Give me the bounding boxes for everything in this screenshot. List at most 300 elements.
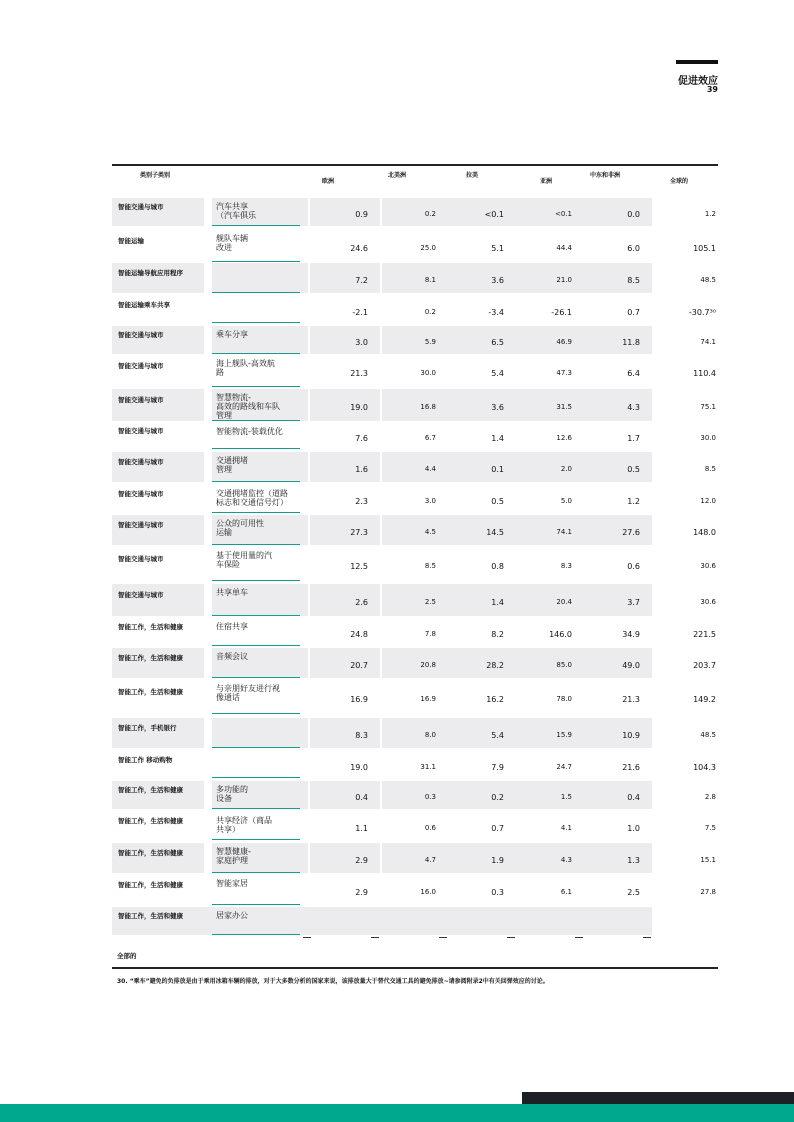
row-value: 2.9 bbox=[355, 856, 368, 865]
cell-shade bbox=[450, 781, 518, 809]
table-bottom-rule bbox=[112, 967, 718, 969]
row-value: 12.5 bbox=[350, 562, 368, 571]
cell-shade bbox=[518, 389, 586, 421]
row-subcategory: 与亲朋好友进行视 像通话 bbox=[216, 684, 280, 702]
cell-shade bbox=[382, 198, 450, 226]
cell-shade bbox=[518, 843, 586, 873]
cell-shade bbox=[518, 515, 586, 545]
row-value: 8.1 bbox=[424, 276, 436, 284]
row-value: 6.7 bbox=[424, 434, 436, 442]
cell-shade bbox=[450, 389, 518, 421]
row-value: 3.6 bbox=[491, 403, 504, 412]
cell-shade bbox=[382, 584, 450, 616]
row-value: 104.3 bbox=[693, 763, 716, 772]
row-value: 46.9 bbox=[556, 338, 572, 346]
row-value: 25.0 bbox=[420, 244, 436, 252]
row-category: 智能工作，生活和健康 bbox=[118, 623, 183, 631]
row-value: 0.7 bbox=[627, 308, 640, 317]
row-value: 3.0 bbox=[424, 497, 436, 505]
column-header-north-america: 北美洲 bbox=[388, 172, 407, 179]
row-value: -30.7³⁰ bbox=[688, 308, 716, 317]
row-category: 智能工作，生活和健康 bbox=[118, 912, 183, 920]
row-value: 110.4 bbox=[693, 369, 716, 378]
row-value: 7.8 bbox=[424, 630, 436, 638]
row-value: 8.0 bbox=[424, 731, 436, 739]
row-value: 0.4 bbox=[355, 793, 368, 802]
cell-shade bbox=[310, 198, 380, 226]
row-category: 智能交通与城市 bbox=[118, 331, 164, 339]
row-value: 0.5 bbox=[627, 465, 640, 474]
cell-shade bbox=[518, 198, 586, 226]
row-value: 20.8 bbox=[420, 661, 436, 669]
row-underline bbox=[212, 747, 300, 748]
row-value: 0.8 bbox=[491, 562, 504, 571]
row-value: -2.1 bbox=[352, 308, 368, 317]
cell-shade bbox=[310, 718, 380, 748]
cell-shade bbox=[212, 263, 308, 293]
row-subcategory: 智能物流-装载优化 bbox=[216, 427, 283, 436]
row-subcategory: 交通拥堵监控（道路 标志和交通信号灯） bbox=[216, 489, 288, 507]
row-value: 3.7 bbox=[627, 598, 640, 607]
cell-shade bbox=[586, 718, 652, 748]
cell-shade bbox=[112, 907, 652, 935]
row-underline bbox=[212, 872, 300, 873]
row-category: 智能工作，生活和健康 bbox=[118, 786, 183, 794]
row-value: <0.1 bbox=[555, 210, 572, 218]
row-value: 0.5 bbox=[491, 497, 504, 506]
row-category: 智能交通与城市 bbox=[118, 458, 164, 466]
row-value: 5.4 bbox=[491, 731, 504, 740]
header-rule bbox=[676, 60, 718, 64]
row-value: 85.0 bbox=[556, 661, 572, 669]
table-row bbox=[112, 355, 718, 387]
cell-shade bbox=[518, 326, 586, 354]
table-row bbox=[112, 547, 718, 581]
row-category: 智能工作，生活和健康 bbox=[118, 881, 183, 889]
row-value: 1.7 bbox=[627, 434, 640, 443]
row-subcategory: 住宿共享 bbox=[216, 622, 248, 631]
row-value: 78.0 bbox=[556, 695, 572, 703]
cell-shade bbox=[518, 263, 586, 293]
row-subcategory: 海上舰队-高效航 路 bbox=[216, 359, 275, 377]
row-subcategory: 汽车共享 （汽车俱乐 bbox=[216, 202, 256, 220]
row-value: 7.5 bbox=[704, 824, 716, 832]
row-value: 0.2 bbox=[491, 793, 504, 802]
row-value: 3.6 bbox=[491, 276, 504, 285]
row-value: 1.9 bbox=[491, 856, 504, 865]
cell-shade bbox=[450, 843, 518, 873]
row-value: 6.0 bbox=[627, 244, 640, 253]
row-value: 30.0 bbox=[420, 369, 436, 377]
page-number: 39 bbox=[706, 85, 718, 94]
dash bbox=[643, 937, 651, 938]
row-value: 2.8 bbox=[704, 793, 716, 801]
row-value: 20.7 bbox=[350, 661, 368, 670]
row-value: 74.1 bbox=[700, 338, 716, 346]
row-category: 智能工作，生活和健康 bbox=[118, 688, 183, 696]
row-value: 8.5 bbox=[627, 276, 640, 285]
table-row bbox=[112, 752, 718, 778]
cell-shade bbox=[310, 515, 380, 545]
row-underline bbox=[212, 777, 300, 778]
row-value: 1.4 bbox=[491, 598, 504, 607]
row-underline bbox=[212, 512, 300, 513]
row-subcategory: 智慧健康- 家庭护理 bbox=[216, 847, 251, 865]
row-underline bbox=[212, 481, 300, 482]
row-value: 31.1 bbox=[420, 763, 436, 771]
row-category: 智能工作 移动购物 bbox=[118, 756, 173, 764]
page-section-title: 促进效应 bbox=[678, 76, 718, 87]
row-value: 8.3 bbox=[560, 562, 572, 570]
table-row bbox=[112, 452, 718, 482]
row-value: 0.0 bbox=[627, 210, 640, 219]
row-underline bbox=[212, 645, 300, 646]
row-underline bbox=[212, 544, 300, 545]
row-underline bbox=[212, 904, 300, 905]
row-value: 1.1 bbox=[355, 824, 368, 833]
row-value: 27.8 bbox=[700, 888, 716, 896]
row-value: 30.0 bbox=[700, 434, 716, 442]
dash bbox=[439, 937, 447, 938]
row-value: 21.6 bbox=[622, 763, 640, 772]
row-value: 30.6 bbox=[700, 598, 716, 606]
row-subcategory: 乘车分享 bbox=[216, 330, 248, 339]
row-value: -26.1 bbox=[551, 308, 572, 317]
row-subcategory: 共享单车 bbox=[216, 588, 248, 597]
row-value: 0.6 bbox=[627, 562, 640, 571]
row-underline bbox=[212, 261, 300, 262]
cell-shade bbox=[112, 389, 204, 421]
row-underline bbox=[212, 322, 300, 323]
cell-shade bbox=[586, 326, 652, 354]
table-row bbox=[112, 389, 718, 421]
row-value: 0.6 bbox=[424, 824, 436, 832]
row-underline bbox=[212, 420, 300, 421]
row-value: 4.3 bbox=[627, 403, 640, 412]
row-value: 75.1 bbox=[700, 403, 716, 411]
row-category: 智能交通与城市 bbox=[118, 490, 164, 498]
cell-shade bbox=[382, 326, 450, 354]
cell-shade bbox=[518, 584, 586, 616]
table-row bbox=[112, 812, 718, 840]
cell-shade bbox=[518, 781, 586, 809]
cell-shade bbox=[310, 452, 380, 482]
row-value: 6.5 bbox=[491, 338, 504, 347]
row-underline bbox=[212, 808, 300, 809]
cell-shade bbox=[382, 263, 450, 293]
row-value: 31.5 bbox=[556, 403, 572, 411]
row-value: 7.9 bbox=[491, 763, 504, 772]
total-label: 全部的 bbox=[117, 952, 137, 960]
row-underline bbox=[212, 353, 300, 354]
row-category: 智能运输 bbox=[118, 237, 144, 245]
row-value: 30.6 bbox=[700, 562, 716, 570]
cell-shade bbox=[518, 718, 586, 748]
row-value: 1.2 bbox=[704, 210, 716, 218]
table-row bbox=[112, 263, 718, 293]
row-value: 27.3 bbox=[350, 528, 368, 537]
row-value: 2.5 bbox=[424, 598, 436, 606]
row-value: 0.1 bbox=[491, 465, 504, 474]
row-value: 1.5 bbox=[560, 793, 572, 801]
row-value: 34.9 bbox=[622, 630, 640, 639]
row-value: 0.3 bbox=[491, 888, 504, 897]
cell-shade bbox=[450, 452, 518, 482]
row-value: 0.4 bbox=[627, 793, 640, 802]
row-value: 6.4 bbox=[627, 369, 640, 378]
row-value: 21.3 bbox=[622, 695, 640, 704]
table-row bbox=[112, 648, 718, 678]
table-row bbox=[112, 230, 718, 262]
row-value: 1.2 bbox=[627, 497, 640, 506]
row-value: 203.7 bbox=[693, 661, 716, 670]
row-value: 4.7 bbox=[424, 856, 436, 864]
table-row bbox=[112, 618, 718, 646]
row-value: 148.0 bbox=[693, 528, 716, 537]
row-value: 16.9 bbox=[420, 695, 436, 703]
row-value: 8.5 bbox=[424, 562, 436, 570]
row-value: 47.3 bbox=[556, 369, 572, 377]
row-value: 24.6 bbox=[350, 244, 368, 253]
row-value: 48.5 bbox=[700, 276, 716, 284]
row-underline bbox=[212, 713, 300, 714]
row-subcategory: 多功能的 设备 bbox=[216, 785, 248, 803]
row-value: 1.4 bbox=[491, 434, 504, 443]
table-row bbox=[112, 875, 718, 905]
row-value: 1.0 bbox=[627, 824, 640, 833]
cell-shade bbox=[382, 843, 450, 873]
row-value: 49.0 bbox=[622, 661, 640, 670]
table-row bbox=[112, 680, 718, 714]
row-value: 8.2 bbox=[491, 630, 504, 639]
row-value: 74.1 bbox=[556, 528, 572, 536]
dash bbox=[371, 937, 379, 938]
cell-shade bbox=[450, 648, 518, 678]
column-header-mea: 中东和非洲 bbox=[590, 172, 621, 179]
row-value: 4.4 bbox=[424, 465, 436, 473]
footnote: 30. “乘车”避免的负排放是由于乘用冰箱车辆的排放，对于大多数分析的国家来说，该排放量大于替代交通工具的避免排放~请参阅附录2中有关回弹效应的讨论。 bbox=[117, 978, 549, 985]
row-value: 28.2 bbox=[486, 661, 504, 670]
column-header-category: 类别子类别 bbox=[140, 172, 171, 179]
row-category: 智能工作，生活和健康 bbox=[118, 849, 183, 857]
row-value: 5.1 bbox=[491, 244, 504, 253]
row-underline bbox=[212, 448, 300, 449]
row-category: 智能交通与城市 bbox=[118, 203, 164, 211]
row-value: 2.3 bbox=[355, 497, 368, 506]
row-value: <0.1 bbox=[484, 210, 504, 219]
cell-shade bbox=[586, 584, 652, 616]
cell-shade bbox=[382, 515, 450, 545]
row-category: 智能交通与城市 bbox=[118, 555, 164, 563]
row-category: 智能工作，生活和健康 bbox=[118, 817, 183, 825]
table-row bbox=[112, 584, 718, 616]
row-category: 智能交通与城市 bbox=[118, 427, 164, 435]
row-value: 15.1 bbox=[700, 856, 716, 864]
row-value: 10.9 bbox=[622, 731, 640, 740]
row-value: 16.2 bbox=[486, 695, 504, 704]
row-value: 16.9 bbox=[350, 695, 368, 704]
row-value: 2.0 bbox=[560, 465, 572, 473]
row-underline bbox=[212, 677, 300, 678]
column-header-global: 全球的 bbox=[670, 178, 689, 185]
row-value: 0.9 bbox=[355, 210, 368, 219]
row-value: 6.1 bbox=[560, 888, 572, 896]
cell-shade bbox=[586, 389, 652, 421]
footer-dark-bar bbox=[522, 1092, 794, 1104]
row-value: 21.0 bbox=[556, 276, 572, 284]
row-subcategory: 交通拥堵 管理 bbox=[216, 456, 248, 474]
dash bbox=[507, 937, 515, 938]
cell-shade bbox=[310, 781, 380, 809]
footer-teal-bar bbox=[0, 1104, 794, 1122]
row-underline bbox=[212, 386, 300, 387]
table-row bbox=[112, 907, 718, 935]
cell-shade bbox=[310, 584, 380, 616]
row-category: 智能工作，生活和健康 bbox=[118, 654, 183, 662]
cell-shade bbox=[586, 648, 652, 678]
table-row bbox=[112, 781, 718, 809]
table-top-rule bbox=[112, 164, 718, 166]
row-underline bbox=[212, 839, 300, 840]
cell-shade bbox=[382, 389, 450, 421]
row-value: 2.6 bbox=[355, 598, 368, 607]
cell-shade bbox=[310, 389, 380, 421]
row-subcategory: 基于使用量的汽 车保险 bbox=[216, 551, 272, 569]
row-underline bbox=[212, 580, 300, 581]
row-value: 0.7 bbox=[491, 824, 504, 833]
row-value: 24.7 bbox=[556, 763, 572, 771]
row-value: 1.3 bbox=[627, 856, 640, 865]
row-value: 14.5 bbox=[486, 528, 504, 537]
row-value: 8.3 bbox=[355, 731, 368, 740]
cell-shade bbox=[310, 843, 380, 873]
row-value: 105.1 bbox=[693, 244, 716, 253]
row-value: 44.4 bbox=[556, 244, 572, 252]
row-value: 24.8 bbox=[350, 630, 368, 639]
row-category: 智能交通与城市 bbox=[118, 591, 164, 599]
row-subcategory: 音频会议 bbox=[216, 652, 248, 661]
cell-shade bbox=[382, 718, 450, 748]
row-underline bbox=[212, 934, 300, 935]
row-value: 8.5 bbox=[704, 465, 716, 473]
row-value: 4.3 bbox=[560, 856, 572, 864]
cell-shade bbox=[310, 326, 380, 354]
row-value: 4.5 bbox=[424, 528, 436, 536]
cell-shade bbox=[586, 452, 652, 482]
row-category: 智能交通与城市 bbox=[118, 521, 164, 529]
row-value: 11.8 bbox=[622, 338, 640, 347]
row-value: 7.2 bbox=[355, 276, 368, 285]
row-value: 48.5 bbox=[700, 731, 716, 739]
row-value: 5.0 bbox=[560, 497, 572, 505]
cell-shade bbox=[518, 648, 586, 678]
cell-shade bbox=[212, 718, 308, 748]
row-category: 智能交通与城市 bbox=[118, 362, 164, 370]
column-header-latin-america: 拉美 bbox=[466, 172, 479, 179]
row-value: 21.3 bbox=[350, 369, 368, 378]
row-value: 16.8 bbox=[420, 403, 436, 411]
row-value: 27.6 bbox=[622, 528, 640, 537]
row-value: 19.0 bbox=[350, 763, 368, 772]
cell-shade bbox=[310, 263, 380, 293]
row-value: 0.2 bbox=[424, 210, 436, 218]
cell-shade bbox=[586, 843, 652, 873]
row-underline bbox=[212, 615, 300, 616]
row-value: 2.5 bbox=[627, 888, 640, 897]
row-subcategory: 舰队车辆 改进 bbox=[216, 234, 248, 252]
table-row bbox=[112, 423, 718, 449]
table-row bbox=[112, 718, 718, 748]
row-value: 20.4 bbox=[556, 598, 572, 606]
row-value: 146.0 bbox=[549, 630, 572, 639]
row-underline bbox=[212, 292, 300, 293]
row-value: 7.6 bbox=[355, 434, 368, 443]
row-value: 12.6 bbox=[556, 434, 572, 442]
row-subcategory: 智慧物流- 高效的路线和车队 管理 bbox=[216, 393, 280, 420]
table-row bbox=[112, 843, 718, 873]
row-value: 5.9 bbox=[424, 338, 436, 346]
cell-shade bbox=[450, 263, 518, 293]
dash bbox=[303, 937, 311, 938]
cell-shade bbox=[112, 584, 204, 616]
row-category: 智能运输乘车共享 bbox=[118, 301, 170, 309]
row-value: 2.9 bbox=[355, 888, 368, 897]
row-value: 149.2 bbox=[693, 695, 716, 704]
cell-shade bbox=[450, 584, 518, 616]
row-value: 221.5 bbox=[693, 630, 716, 639]
cell-shade bbox=[450, 718, 518, 748]
row-category: 智能工作，手机银行 bbox=[118, 724, 177, 732]
row-value: 16.0 bbox=[420, 888, 436, 896]
row-subcategory: 共享经济（商品 共享） bbox=[216, 816, 272, 834]
cell-shade bbox=[310, 648, 380, 678]
row-value: 4.1 bbox=[560, 824, 572, 832]
row-value: 1.6 bbox=[355, 465, 368, 474]
row-value: 12.0 bbox=[700, 497, 716, 505]
cell-shade bbox=[382, 781, 450, 809]
row-value: 19.0 bbox=[350, 403, 368, 412]
cell-shade bbox=[586, 198, 652, 226]
cell-shade bbox=[586, 515, 652, 545]
cell-shade bbox=[450, 326, 518, 354]
row-value: -3.4 bbox=[488, 308, 504, 317]
table-row bbox=[112, 515, 718, 545]
row-value: 15.9 bbox=[556, 731, 572, 739]
cell-shade bbox=[586, 263, 652, 293]
cell-shade bbox=[586, 781, 652, 809]
row-value: 0.2 bbox=[424, 308, 436, 316]
cell-shade bbox=[518, 452, 586, 482]
row-value: 0.3 bbox=[424, 793, 436, 801]
table-row bbox=[112, 485, 718, 513]
row-category: 智能运输导航应用程序 bbox=[118, 269, 183, 277]
row-value: 3.0 bbox=[355, 338, 368, 347]
cell-shade bbox=[382, 452, 450, 482]
cell-shade bbox=[450, 515, 518, 545]
column-header-europe: 欧洲 bbox=[322, 178, 335, 185]
row-value: 5.4 bbox=[491, 369, 504, 378]
table-row bbox=[112, 297, 718, 323]
row-category: 智能交通与城市 bbox=[118, 396, 164, 404]
row-subcategory: 居家办公 bbox=[216, 911, 248, 920]
cell-shade bbox=[382, 648, 450, 678]
table-row bbox=[112, 326, 718, 354]
column-header-asia: 亚洲 bbox=[540, 178, 553, 185]
dash bbox=[575, 937, 583, 938]
row-underline bbox=[212, 225, 300, 226]
table-row bbox=[112, 198, 718, 226]
row-subcategory: 公众的可用性 运输 bbox=[216, 519, 264, 537]
